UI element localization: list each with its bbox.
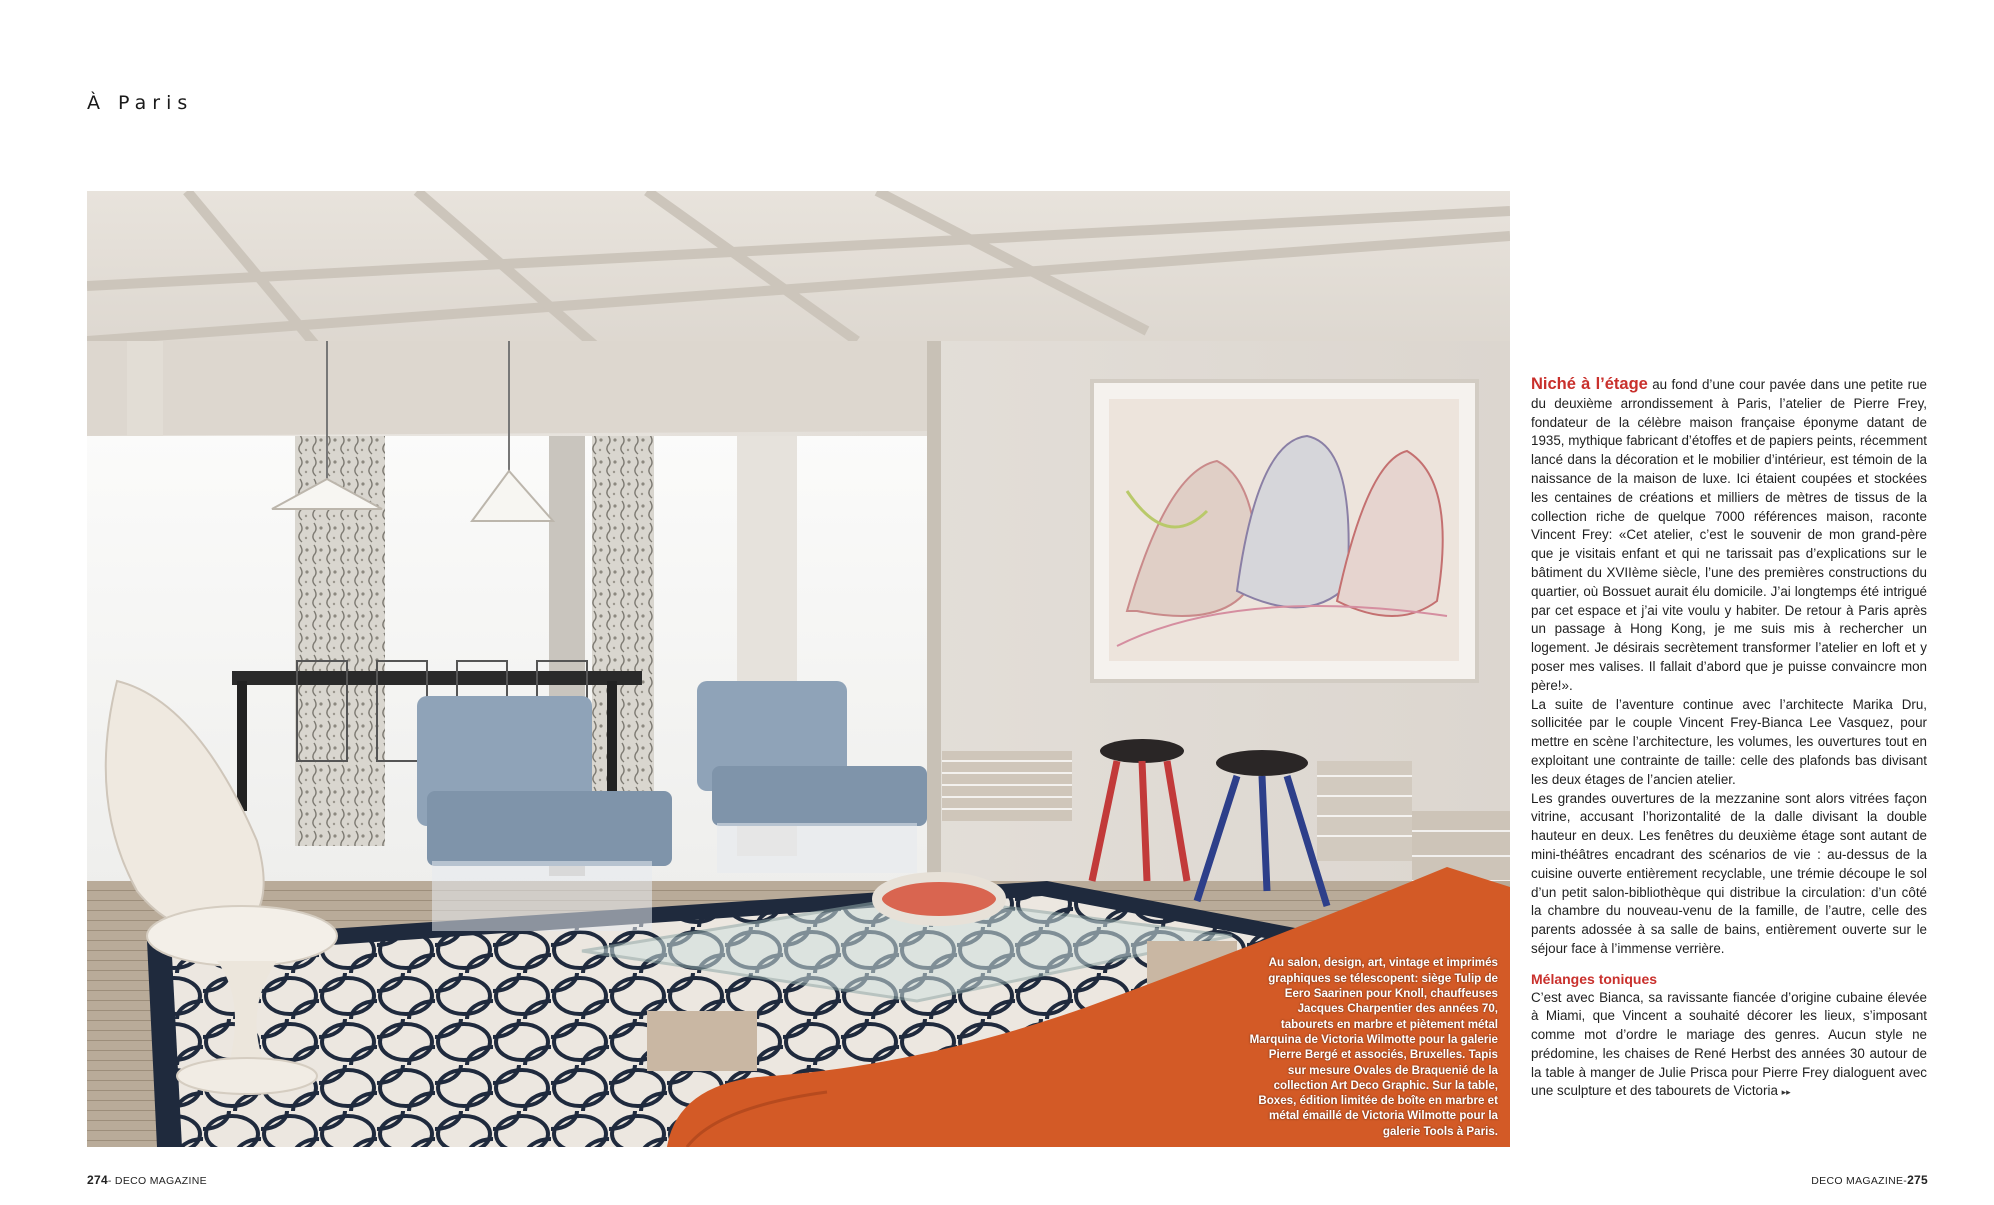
interior-photo [87, 191, 1510, 1147]
paragraph-text: au fond d’une cour pavée dans une petite rue du deuxième arrondissement à Paris, l’atelier de Pierre Frey, fondateur de la célèbre maison française éponyme datant de 1935, mythique fabricant d’étoffes et de papiers peints, récemment lancé dans la décoration et le mobilier d’intérieur, est témoin de la naissance de la maison de luxe. Ici étaient coupées et stockées les centaines de créations et milliers de mètres de tissus de la collection riche de quelque 7000 références maison, raconte Vincent Frey: «Cet atelier, c’est le souvenir de mon grand-père que je visitais enfant et qui ne tarissait pas d’explications sur le bâtiment du XVIIème siècle, l’une des premières constructions du quartier, où Bossuet aurait élu domicile. J’ai longtemps été intrigué par cet espace et j’ai vite voulu y habiter. De retour à Paris après un passage à Hong Kong, je me suis mis à rechercher un logement. Je désirais secrètement transformer l’atelier en loft et y poser mes valises. Il fallait d’abord que je puisse convaincre mon père!». [1531, 377, 1927, 693]
page-number-left: 274 [87, 1173, 108, 1187]
folio-left [87, 1173, 207, 1187]
magazine-name-right: DECO MAGAZINE- [1811, 1175, 1908, 1187]
article-paragraph [1531, 375, 1927, 696]
magazine-name-left: - DECO MAGAZINE [107, 1175, 207, 1187]
photo-caption: Au salon, design, art, vintage et imprimés graphiques se télescopent: siège Tulip de Eero Saarinen pour Knoll, chauffeuses Jacques Charpentier des années 70, tabourets en marbre et piètement métal Marquina de Victoria Wilmotte pour la galerie Pierre Bergé et associés, Bruxelles. Tapis sur mesure Ovales de Braquenié de la collection Art Deco Graphic. Sur la table, Boxes, édition limitée de boîte en marbre et métal émaillé de Victoria Wilmotte pour la galerie Tools à Paris. [1249, 956, 1498, 1138]
article-paragraph [1531, 989, 1927, 1103]
folio-right [1811, 1173, 1928, 1187]
artwork [1092, 381, 1477, 681]
article-paragraph: La suite de l’aventure continue avec l’architecte Marika Dru, sollicitée par le couple Vincent Frey-Bianca Lee Vasquez, pour mettre en scène l’architecture, les volumes, les ouvertures tout en exploitant une contrainte de taille: celle des plafonds bas divisant les deux étages de l’ancien atelier. [1531, 696, 1927, 787]
article-paragraph: Les grandes ouvertures de la mezzanine sont alors vitrées façon vitrine, accusant l’horizontalité de la dalle divisant la double hauteur en deux. Les fenêtres du deuxième étage sont autant de mini-théâtres encadrant des scénarios de vie : au-dessus de la cuisine ouverte entièrement recyclable, une trémie découpe le sol d’un petit salon-bibliothèque qui distribue la circulation: d’un côté la chambre du nouveau-venu de la famille, de l’autre, celle des parents adossée à sa salle de bains, entièrement ouverte sur le séjour face à l’immense verrière. [1531, 790, 1927, 956]
marble-box [877, 877, 1001, 921]
section-title: À Paris [87, 92, 194, 114]
continue-arrow-icon: ▸▸ [1781, 1087, 1791, 1098]
article-body [1531, 375, 1927, 1102]
page-number-right: 275 [1907, 1173, 1928, 1187]
paragraph-text: C’est avec Bianca, sa ravissante fiancée d’origine cubaine élevée à Miami, que Vincent a souhaité décorer les lieux, s’imposant comme mot d’ordre le mariage des genres. Aucun style ne prédomine, les chaises de René Herbst des années 30 autour de la table à manger de Julie Prisca pour Pierre Frey dialoguent avec une sculpture et des tabourets de Victoria [1531, 989, 1927, 1099]
subhead: Mélanges toniques [1531, 970, 1658, 987]
lead-in: Niché à l’étage [1531, 375, 1648, 393]
